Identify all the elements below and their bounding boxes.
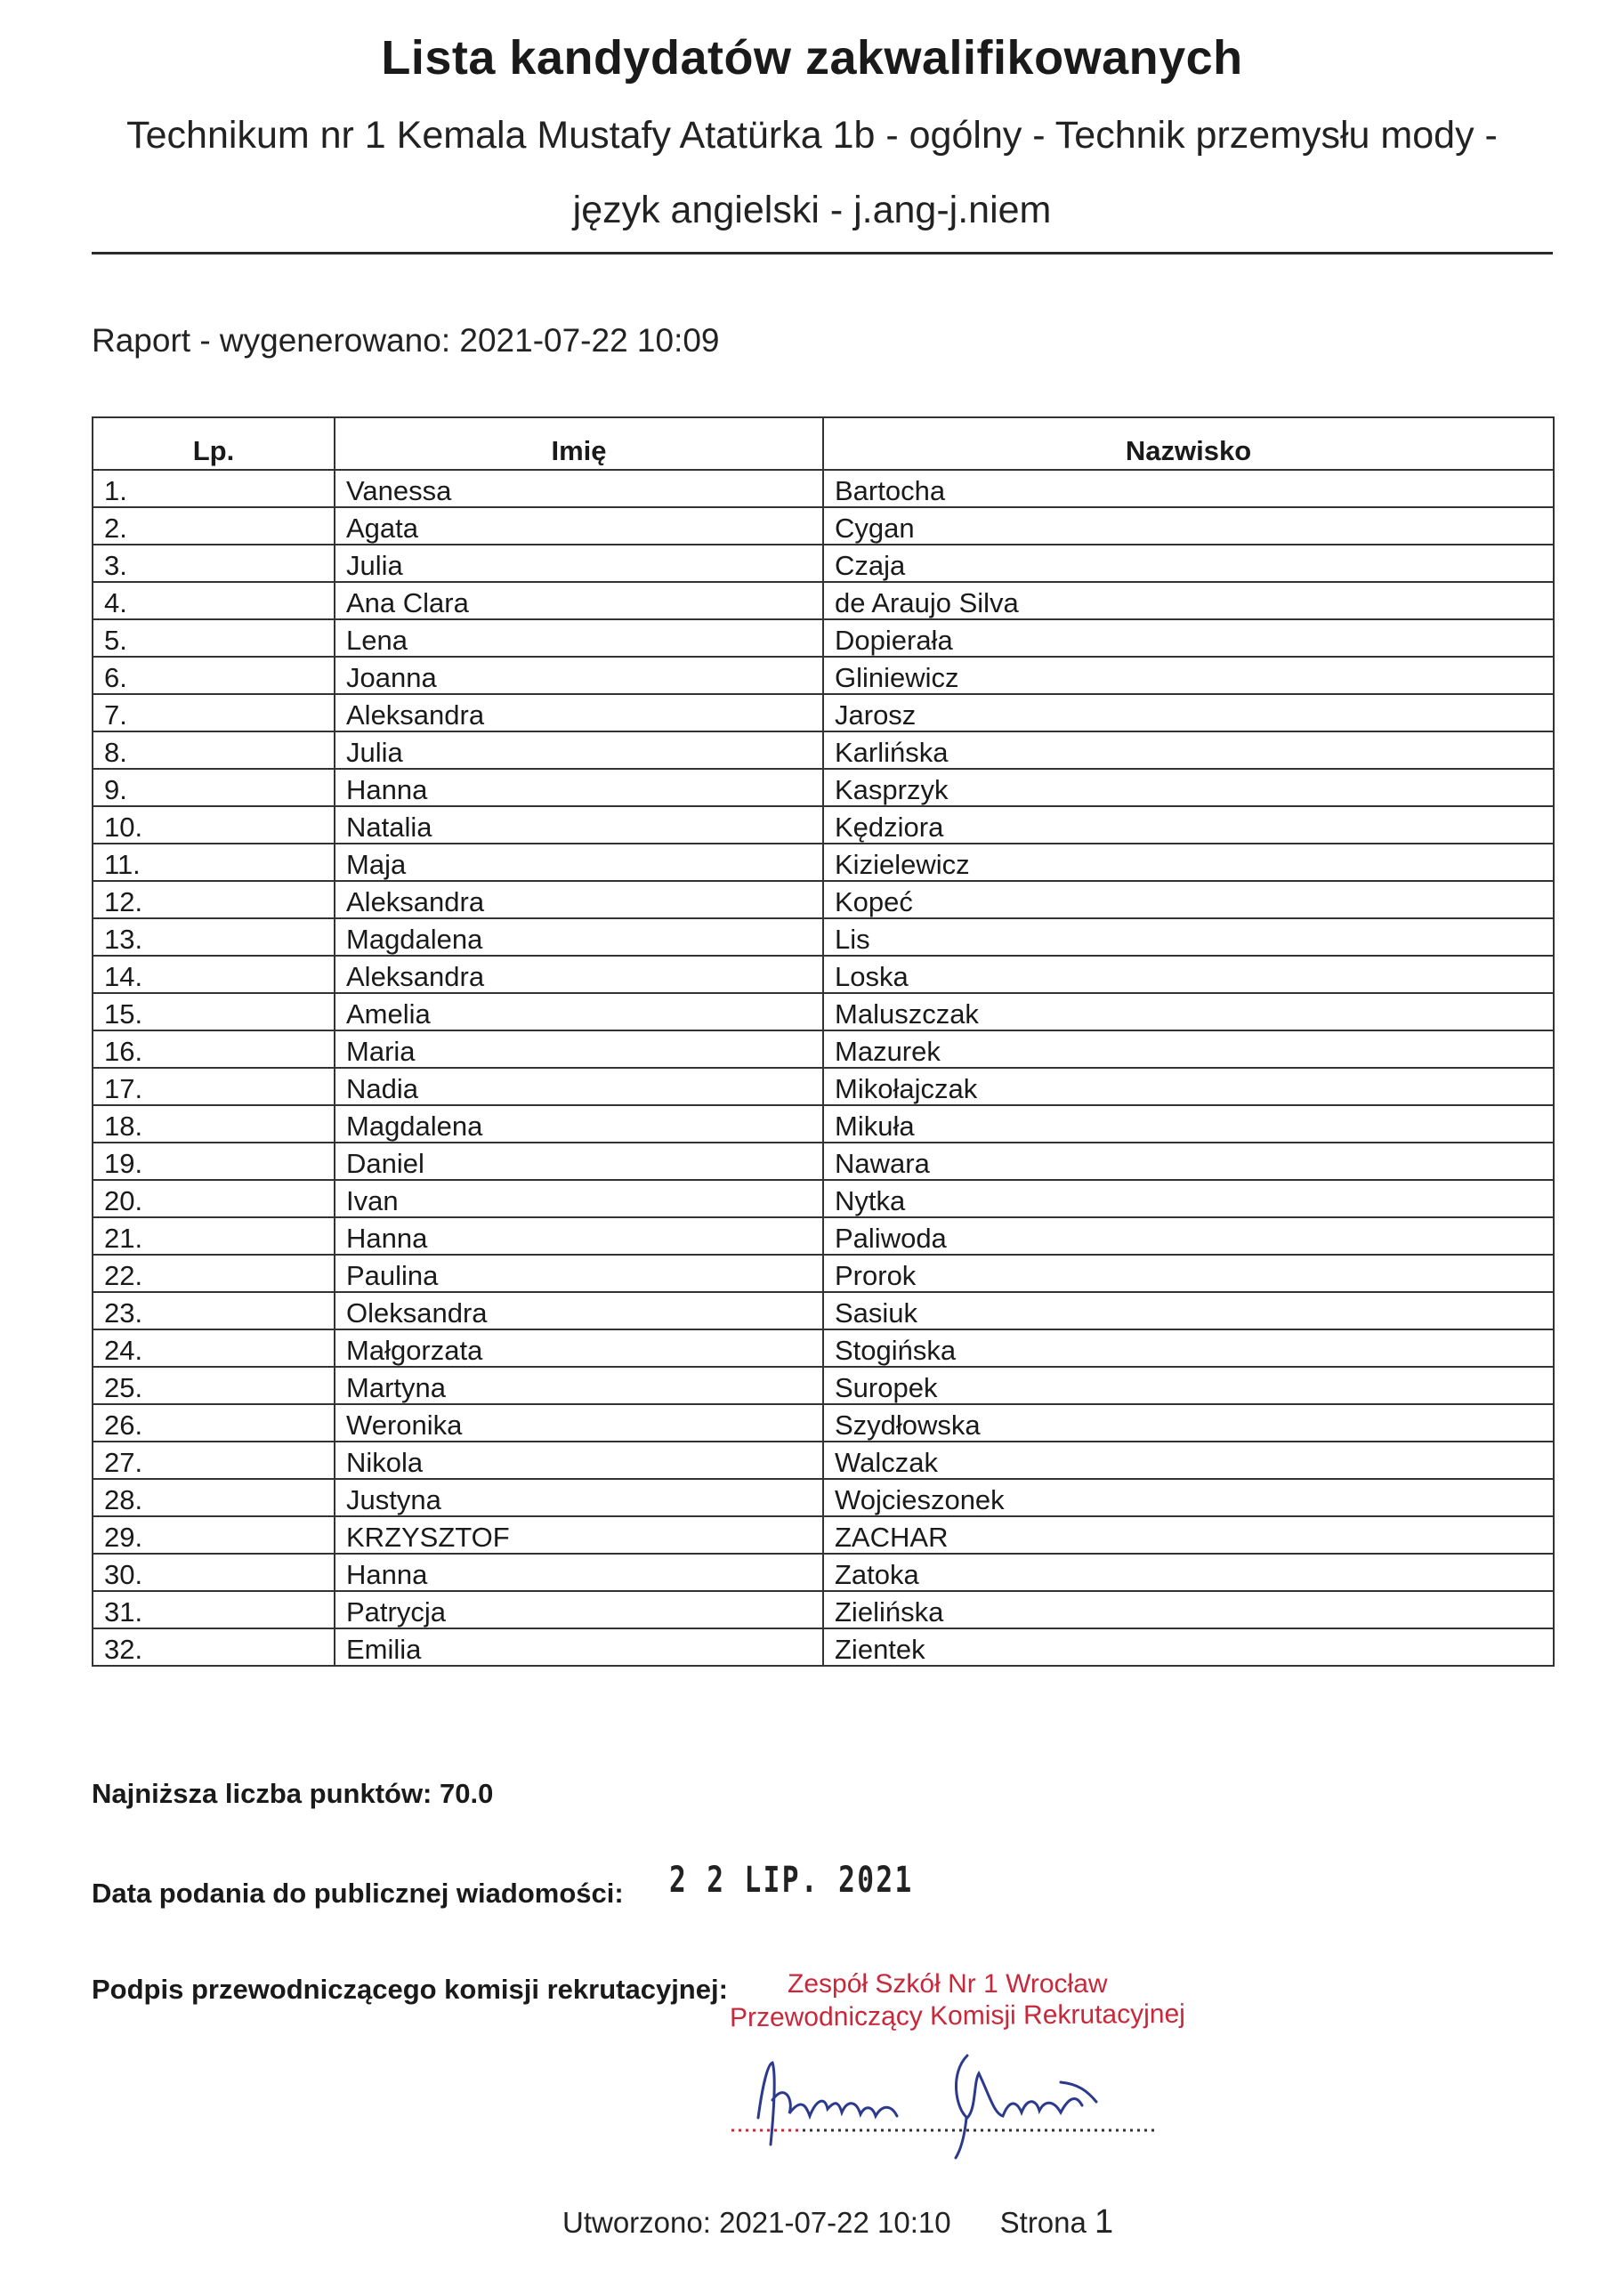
table-row [93, 545, 1554, 582]
cell-last-name: Mazurek [823, 1030, 1554, 1068]
cell-last-name: Nawara [823, 1143, 1554, 1180]
cell-last-name: ZACHAR [823, 1516, 1554, 1554]
cell-last-name: Stogińska [823, 1329, 1554, 1367]
cell-first-name: Aleksandra [335, 881, 823, 918]
cell-number: 22. [93, 1255, 335, 1292]
school-stamp-line1: Zespół Szkół Nr 1 Wrocław [788, 1969, 1108, 1999]
school-program-line1: Technikum nr 1 Kemala Mustafy Atatürka 1b - ogólny - Technik przemysłu mody - [126, 114, 1498, 157]
cell-number: 19. [93, 1143, 335, 1180]
cell-number: 21. [93, 1217, 335, 1255]
cell-last-name: Zientek [823, 1628, 1554, 1666]
cell-first-name: Oleksandra [335, 1292, 823, 1329]
table-row [93, 619, 1554, 657]
cell-last-name: Kasprzyk [823, 769, 1554, 806]
cell-first-name: Maria [335, 1030, 823, 1068]
page-number: 1 [1095, 2203, 1114, 2241]
cell-first-name: Maja [335, 844, 823, 881]
table-row [93, 993, 1554, 1030]
cell-first-name: Weronika [335, 1404, 823, 1442]
cell-number: 31. [93, 1591, 335, 1628]
cell-last-name: Maluszczak [823, 993, 1554, 1030]
table-row [93, 731, 1554, 769]
table-row [93, 918, 1554, 956]
created-timestamp: Utworzono: 2021-07-22 10:10 [562, 2206, 951, 2239]
title-divider [92, 252, 1553, 254]
table-row [93, 956, 1554, 993]
cell-last-name: Karlińska [823, 731, 1554, 769]
cell-first-name: Patrycja [335, 1591, 823, 1628]
table-row [93, 1143, 1554, 1180]
cell-number: 7. [93, 694, 335, 731]
cell-number: 10. [93, 806, 335, 844]
cell-number: 26. [93, 1404, 335, 1442]
publication-date-stamp: 2 2 LIP. 2021 [669, 1860, 914, 1901]
cell-last-name: Sasiuk [823, 1292, 1554, 1329]
cell-first-name: Nikola [335, 1442, 823, 1479]
table-row [93, 844, 1554, 881]
table-row [93, 1217, 1554, 1255]
candidates-table [92, 416, 1555, 1667]
cell-last-name: Wojcieszonek [823, 1479, 1554, 1516]
cell-first-name: Julia [335, 545, 823, 582]
cell-number: 25. [93, 1367, 335, 1404]
table-row [93, 1030, 1554, 1068]
cell-first-name: Magdalena [335, 918, 823, 956]
page-footer [562, 2203, 1113, 2242]
table-row [93, 1554, 1554, 1591]
cell-first-name: Paulina [335, 1255, 823, 1292]
table-row [93, 1404, 1554, 1442]
cell-last-name: Prorok [823, 1255, 1554, 1292]
cell-number: 8. [93, 731, 335, 769]
cell-number: 3. [93, 545, 335, 582]
cell-first-name: Aleksandra [335, 694, 823, 731]
table-row [93, 1442, 1554, 1479]
cell-first-name: Ivan [335, 1180, 823, 1217]
cell-last-name: Kizielewicz [823, 844, 1554, 881]
signature-stroke-1 [758, 2063, 897, 2145]
table-row [93, 1591, 1554, 1628]
cell-first-name: Hanna [335, 769, 823, 806]
table-row [93, 1105, 1554, 1143]
cell-first-name: Małgorzata [335, 1329, 823, 1367]
cell-first-name: Justyna [335, 1479, 823, 1516]
cell-last-name: Mikuła [823, 1105, 1554, 1143]
table-row [93, 806, 1554, 844]
cell-first-name: KRZYSZTOF [335, 1516, 823, 1554]
cell-number: 32. [93, 1628, 335, 1666]
cell-first-name: Joanna [335, 657, 823, 694]
cell-number: 16. [93, 1030, 335, 1068]
cell-first-name: Nadia [335, 1068, 823, 1105]
cell-number: 9. [93, 769, 335, 806]
cell-last-name: Kopeć [823, 881, 1554, 918]
table-row [93, 1479, 1554, 1516]
column-header-number: Lp. [93, 417, 335, 470]
cell-first-name: Hanna [335, 1554, 823, 1591]
cell-first-name: Amelia [335, 993, 823, 1030]
cell-first-name: Natalia [335, 806, 823, 844]
signature-stroke-2 [956, 2056, 1096, 2118]
table-row [93, 1255, 1554, 1292]
cell-last-name: Zatoka [823, 1554, 1554, 1591]
cell-number: 30. [93, 1554, 335, 1591]
table-header-row [93, 417, 1554, 470]
cell-number: 17. [93, 1068, 335, 1105]
handwritten-signature [723, 2047, 1185, 2162]
minimum-points-text: Najniższa liczba punktów: 70.0 [92, 1778, 494, 1809]
cell-first-name: Agata [335, 507, 823, 545]
cell-number: 12. [93, 881, 335, 918]
cell-first-name: Ana Clara [335, 582, 823, 619]
cell-number: 5. [93, 619, 335, 657]
cell-last-name: Czaja [823, 545, 1554, 582]
cell-number: 15. [93, 993, 335, 1030]
table-row [93, 1329, 1554, 1367]
school-program-line2: język angielski - j.ang-j.niem [572, 189, 1052, 231]
cell-last-name: Loska [823, 956, 1554, 993]
publication-date-label: Data podania do publicznej wiadomości: [92, 1878, 624, 1909]
cell-last-name: Gliniewicz [823, 657, 1554, 694]
cell-last-name: Mikołajczak [823, 1068, 1554, 1105]
cell-number: 14. [93, 956, 335, 993]
column-header-first-name: Imię [335, 417, 823, 470]
cell-first-name: Julia [335, 731, 823, 769]
cell-last-name: Walczak [823, 1442, 1554, 1479]
table-row [93, 657, 1554, 694]
column-header-last-name: Nazwisko [823, 417, 1554, 470]
table-row [93, 507, 1554, 545]
table-row [93, 1292, 1554, 1329]
cell-number: 23. [93, 1292, 335, 1329]
cell-first-name: Lena [335, 619, 823, 657]
cell-last-name: Jarosz [823, 694, 1554, 731]
table-row [93, 1180, 1554, 1217]
signature-tail [956, 2118, 966, 2158]
table-row [93, 881, 1554, 918]
cell-number: 29. [93, 1516, 335, 1554]
cell-last-name: de Araujo Silva [823, 582, 1554, 619]
cell-last-name: Nytka [823, 1180, 1554, 1217]
table-row [93, 1516, 1554, 1554]
cell-last-name: Bartocha [823, 470, 1554, 507]
cell-last-name: Suropek [823, 1367, 1554, 1404]
cell-last-name: Zielińska [823, 1591, 1554, 1628]
table-row [93, 1628, 1554, 1666]
cell-last-name: Szydłowska [823, 1404, 1554, 1442]
cell-first-name: Daniel [335, 1143, 823, 1180]
cell-last-name: Lis [823, 918, 1554, 956]
cell-first-name: Emilia [335, 1628, 823, 1666]
cell-number: 11. [93, 844, 335, 881]
cell-first-name: Magdalena [335, 1105, 823, 1143]
school-stamp-line2: Przewodniczący Komisji Rekrutacyjnej [729, 1999, 1185, 2033]
table-row [93, 1367, 1554, 1404]
cell-last-name: Cygan [823, 507, 1554, 545]
page-label: Strona [999, 2206, 1087, 2239]
table-row [93, 769, 1554, 806]
cell-number: 2. [93, 507, 335, 545]
cell-number: 4. [93, 582, 335, 619]
cell-first-name: Hanna [335, 1217, 823, 1255]
chairman-signature-label: Podpis przewodniczącego komisji rekrutacyjnej: [92, 1974, 728, 2005]
table-row [93, 582, 1554, 619]
cell-number: 18. [93, 1105, 335, 1143]
cell-number: 6. [93, 657, 335, 694]
cell-first-name: Aleksandra [335, 956, 823, 993]
report-generated-text: Raport - wygenerowano: 2021-07-22 10:09 [92, 322, 720, 359]
cell-number: 28. [93, 1479, 335, 1516]
cell-last-name: Kędziora [823, 806, 1554, 844]
table-row [93, 470, 1554, 507]
table-body [93, 470, 1554, 1666]
document-title: Lista kandydatów zakwalifikowanych [381, 31, 1243, 85]
table-row [93, 694, 1554, 731]
cell-first-name: Vanessa [335, 470, 823, 507]
cell-number: 27. [93, 1442, 335, 1479]
cell-number: 20. [93, 1180, 335, 1217]
cell-last-name: Dopierała [823, 619, 1554, 657]
cell-number: 13. [93, 918, 335, 956]
table-row [93, 1068, 1554, 1105]
cell-number: 24. [93, 1329, 335, 1367]
candidates-table-wrapper [92, 416, 1555, 1667]
cell-last-name: Paliwoda [823, 1217, 1554, 1255]
cell-number: 1. [93, 470, 335, 507]
cell-first-name: Martyna [335, 1367, 823, 1404]
